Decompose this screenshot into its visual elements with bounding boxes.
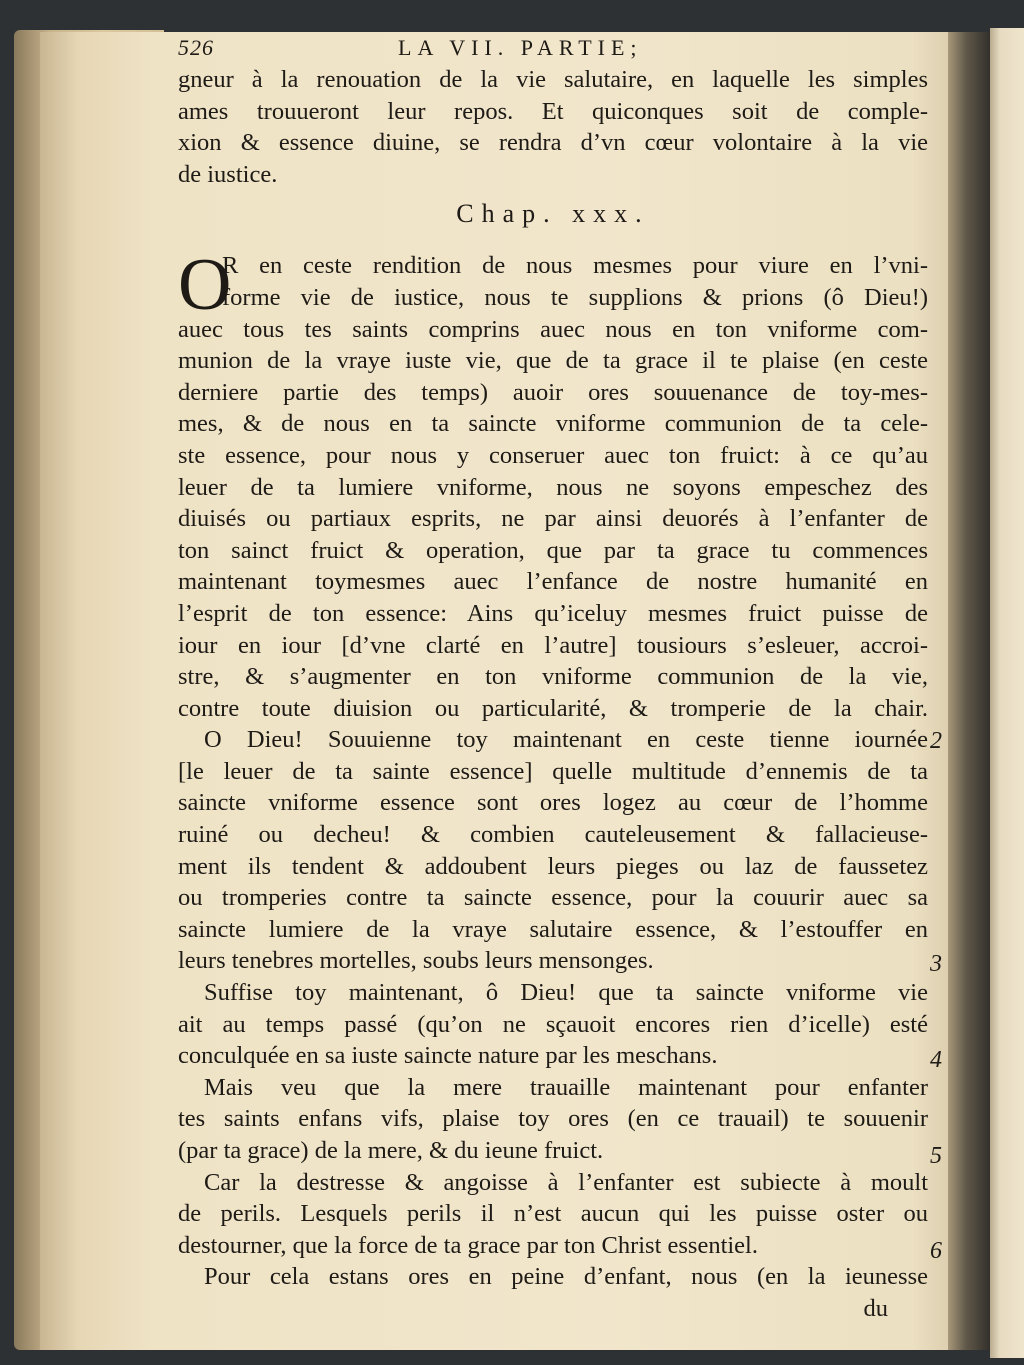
- text-line: ait au temps passé (qu’on ne sçauoit encores rien d’icelle) esté: [178, 1010, 928, 1038]
- text-line: ton sainct fruict & operation, que par ta grace tu commences: [178, 536, 928, 564]
- text-line: ruiné ou decheu! & combien cauteleusement & fallacieuse-: [178, 821, 928, 849]
- text-line: xion & essence diuine, se rendra d’vn cœur volontaire à la vie: [178, 129, 928, 157]
- page-text: [178, 32, 928, 1325]
- text-line: de iustice.: [178, 160, 278, 188]
- text-line: destourner, que la force de ta grace par ton Christ essentiel.: [178, 1231, 758, 1259]
- paragraph-1: [178, 244, 928, 724]
- text-line: tes saints enfans vifs, plaise toy ores (en ce trauail) te souuenir: [178, 1105, 928, 1133]
- margin-number: 3: [930, 951, 942, 977]
- text-line: ste essence, pour nous y conseruer auec ton fruict: à ce qu’au: [178, 441, 928, 469]
- text-line: (par ta grace) de la mere, & du ieune fruict.: [178, 1137, 604, 1164]
- text-line: auec tous tes saints comprins auec nous en ton vniforme com-: [178, 315, 928, 343]
- text-line: stre, & s’augmenter en ton vniforme communion de la vie,: [178, 663, 928, 691]
- paragraph-4: [178, 1072, 928, 1167]
- margin-number: 4: [930, 1047, 942, 1073]
- text-line: leurs tenebres mortelles, soubs leurs mensonges.: [178, 947, 654, 975]
- catchword: du: [863, 1294, 888, 1322]
- margin-number: 6: [930, 1238, 942, 1264]
- text-line: Pour cela estans ores en peine d’enfant, nous (en la ieunesse: [204, 1263, 928, 1291]
- text-line: Suffise toy maintenant, ô Dieu! que ta saincte vniforme vie: [204, 979, 928, 1007]
- margin-number: 2: [930, 728, 942, 754]
- text-line: de perils. Lesquels perils il n’est aucun qui les puisse oster ou: [178, 1200, 928, 1228]
- page-header: [178, 32, 928, 64]
- page-number: 526: [178, 35, 214, 60]
- text-line: O Dieu! Souuienne toy maintenant en ceste tienne iournée: [204, 726, 928, 754]
- paragraph-2: [178, 724, 928, 977]
- text-line: ment ils tendent & addoubent leurs pieges ou laz de faussetez: [178, 852, 928, 880]
- text-line: leuer de ta lumiere vniforme, nous ne soyons empeschez des: [178, 473, 928, 501]
- text-line: ou tromperies contre ta saincte essence, pour la couurir auec sa: [178, 884, 928, 912]
- intro-paragraph: [178, 64, 928, 190]
- margin-number: 5: [930, 1143, 942, 1169]
- facing-page-edge: [990, 28, 1024, 1358]
- text-line: R en ceste rendition de nous mesmes pour viure en l’vni-: [222, 252, 928, 280]
- text-line: gneur à la renouation de la vie salutaire, en laquelle les simples: [178, 66, 928, 93]
- drop-cap: O: [178, 244, 232, 327]
- text-line: [le leuer de ta sainte essence] quelle multitude d’ennemis de ta: [178, 757, 928, 785]
- text-line: l’esprit de ton essence: Ains qu’iceluy mesmes fruict puisse de: [178, 599, 928, 627]
- text-line: ames trouueront leur repos. Et quiconques soit de comple-: [178, 97, 928, 125]
- paragraph-3: [178, 977, 928, 1072]
- text-line: diuisés ou partiaux esprits, ne par ainsi deuorés à l’enfanter de: [178, 505, 928, 533]
- chapter-title: Chap. xxx.: [456, 199, 650, 229]
- text-line: derniere partie des temps) auoir ores souuenance de toy-mes-: [178, 378, 928, 406]
- text-line: saincte vniforme essence sont ores logez au cœur de l’homme: [178, 789, 928, 817]
- text-line: iour en iour [d’vne clarté en l’autre] tousiours s’esleuer, accroi-: [178, 631, 928, 659]
- text-line: contre toute diuision ou particularité, & tromperie de la chair.: [178, 694, 928, 722]
- paragraph-5: [178, 1167, 928, 1262]
- text-line: maintenant toymesmes auec l’enfance de nostre humanité en: [178, 568, 928, 596]
- paragraph-6: [178, 1261, 928, 1293]
- text-line: conculquée en sa iuste saincte nature par les meschans.: [178, 1042, 718, 1070]
- text-line: Car la destresse & angoisse à l’enfanter est subiecte à moult: [204, 1168, 928, 1196]
- text-line: saincte lumiere de la vraye salutaire essence, & l’estouffer en: [178, 915, 928, 943]
- text-line: forme vie de iustice, nous te supplions & prions (ô Dieu!): [222, 283, 928, 311]
- text-line: mes, & de nous en ta saincte vniforme communion de ta cele-: [178, 410, 928, 438]
- text-line: Mais veu que la mere trauaille maintenant pour enfanter: [204, 1073, 928, 1101]
- book-gutter: [948, 32, 994, 1350]
- running-title: LA VII. PARTIE;: [398, 35, 643, 60]
- text-line: munion de la vraye iuste vie, que de ta grace il te plaise (en ceste: [178, 347, 928, 375]
